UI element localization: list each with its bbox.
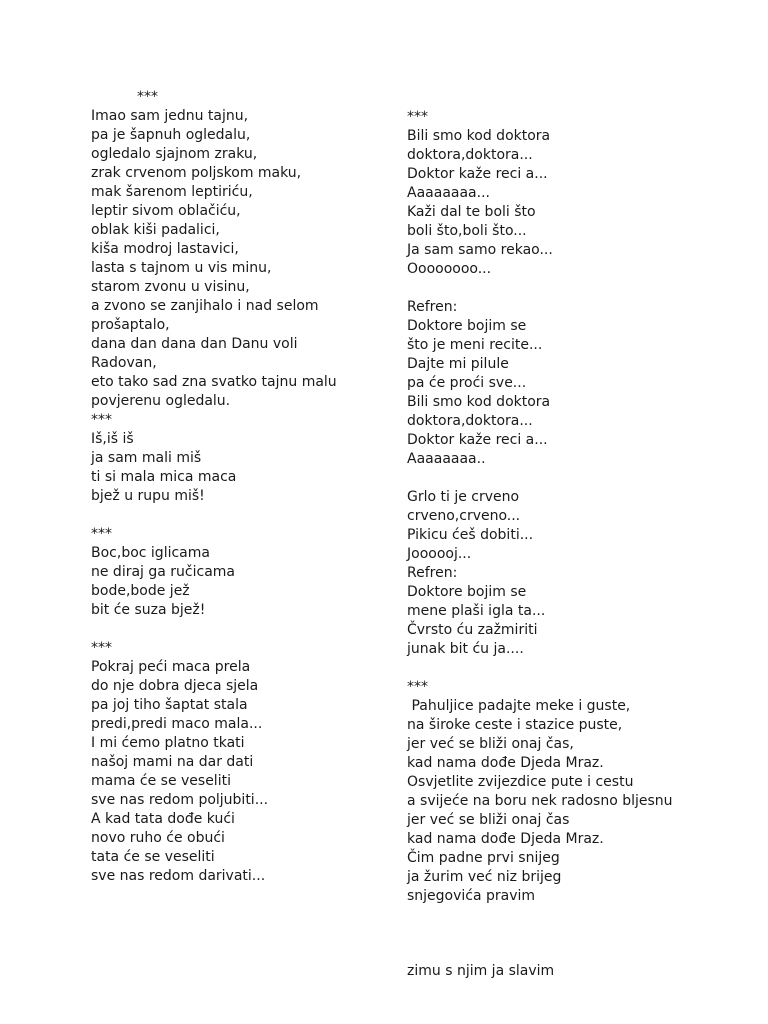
poem-line: kiša modroj lastavici, bbox=[91, 241, 239, 257]
poem-line: kad nama dođe Djeda Mraz. bbox=[407, 755, 604, 771]
poem-line: našoj mami na dar dati bbox=[91, 754, 254, 770]
poem-line: Dajte mi pilule bbox=[407, 356, 509, 372]
poem-line: Doktore bojim se bbox=[407, 318, 527, 334]
poem-line bbox=[407, 279, 673, 298]
poem-line: Pikicu ćeš dobiti... bbox=[407, 527, 534, 543]
poem-line: Doktore bojim se bbox=[407, 584, 527, 600]
poem-line: Pokraj peći maca prela bbox=[91, 659, 251, 675]
poem-line: tata će se veseliti bbox=[91, 849, 215, 865]
poem-line: a zvono se zanjihalo i nad selom bbox=[91, 298, 319, 314]
poem-line: Radovan, bbox=[91, 355, 157, 371]
poem-line: Joooooj... bbox=[407, 546, 472, 562]
poem-line: Refren: bbox=[407, 565, 458, 581]
poem-line: ne diraj ga ručicama bbox=[91, 564, 236, 580]
poem-line: I mi ćemo platno tkati bbox=[91, 735, 245, 751]
poem-line: Pahuljice padajte meke i guste, bbox=[407, 698, 631, 714]
poem-line: Aaaaaaaa.. bbox=[407, 451, 486, 467]
poem-line: bit će suza bjež! bbox=[91, 602, 206, 618]
poem-line: eto tako sad zna svatko tajnu malu bbox=[91, 374, 337, 390]
poem-line: Bili smo kod doktora bbox=[407, 394, 551, 410]
poem-line: Doktor kaže reci a... bbox=[407, 166, 548, 182]
poem-line: bjež u rupu miš! bbox=[91, 488, 205, 504]
poem-line: starom zvonu u visinu, bbox=[91, 279, 250, 295]
poem-line: sve nas redom darivati... bbox=[91, 868, 266, 884]
poem-line: *** bbox=[407, 679, 428, 695]
poem-line: *** bbox=[137, 89, 158, 105]
poem-line: Boc,boc iglicama bbox=[91, 545, 210, 561]
poem-line: *** bbox=[91, 640, 112, 656]
poem-line bbox=[91, 506, 337, 525]
poem-line: mama će se veseliti bbox=[91, 773, 231, 789]
poem-line: doktora,doktora... bbox=[407, 147, 533, 163]
poem-line: oblak kiši padalici, bbox=[91, 222, 220, 238]
poem-line: Oooooooo... bbox=[407, 261, 492, 277]
poem-line: do nje dobra djeca sjela bbox=[91, 678, 259, 694]
poem-line: mene plaši igla ta... bbox=[407, 603, 546, 619]
poem-line: Ja sam samo rekao... bbox=[407, 242, 553, 258]
poem-line: dana dan dana dan Danu voli bbox=[91, 336, 298, 352]
poem-line: A kad tata dođe kući bbox=[91, 811, 235, 827]
poem-line: doktora,doktora... bbox=[407, 413, 533, 429]
poem-line bbox=[91, 620, 337, 639]
poem-line: Osvjetlite zvijezdice pute i cestu bbox=[407, 774, 634, 790]
poem-line: sve nas redom poljubiti... bbox=[91, 792, 269, 808]
right-poem-column bbox=[407, 108, 673, 906]
poem-line: Bili smo kod doktora bbox=[407, 128, 551, 144]
poem-line: Grlo ti je crveno bbox=[407, 489, 520, 505]
poem-line: Doktor kaže reci a... bbox=[407, 432, 548, 448]
poem-line: Čvrsto ću zažmiriti bbox=[407, 622, 538, 638]
poem-line: Čim padne prvi snijeg bbox=[407, 850, 560, 866]
poem-line: pa će proći sve... bbox=[407, 375, 527, 391]
poem-line: ogledalo sjajnom zraku, bbox=[91, 146, 258, 162]
poem-final-line: zimu s njim ja slavim bbox=[407, 963, 555, 979]
poem-line: Iš,iš iš bbox=[91, 431, 134, 447]
poem-line: Aaaaaaaa... bbox=[407, 185, 490, 201]
poem-line: mak šarenom leptiriću, bbox=[91, 184, 253, 200]
poem-line: lasta s tajnom u vis minu, bbox=[91, 260, 272, 276]
poem-line: boli što,boli što... bbox=[407, 223, 527, 239]
poem-line: jer već se bliži onaj čas, bbox=[407, 736, 574, 752]
poem-line: Kaži dal te boli što bbox=[407, 204, 536, 220]
poem-line: junak bit ću ja.... bbox=[407, 641, 524, 657]
poem-line: Refren: bbox=[407, 299, 458, 315]
poem-line: na široke ceste i stazice puste, bbox=[407, 717, 623, 733]
poem-line: jer već se bliži onaj čas bbox=[407, 812, 570, 828]
poem-line: povjerenu ogledalu. bbox=[91, 393, 231, 409]
poem-line: prošaptalo, bbox=[91, 317, 170, 333]
poem-line: ja žurim već niz brijeg bbox=[407, 869, 562, 885]
poem-line bbox=[407, 469, 673, 488]
poem-line: ja sam mali miš bbox=[91, 450, 202, 466]
poem-line: kad nama dođe Djeda Mraz. bbox=[407, 831, 604, 847]
poem-line: pa je šapnuh ogledalu, bbox=[91, 127, 251, 143]
poem-line: ti si mala mica maca bbox=[91, 469, 237, 485]
poem-line: zrak crvenom poljskom maku, bbox=[91, 165, 302, 181]
poem-line: a svijeće na boru nek radosno bljesnu bbox=[407, 793, 673, 809]
poem-line: što je meni recite... bbox=[407, 337, 543, 353]
poem-line: bode,bode jež bbox=[91, 583, 190, 599]
poem-line: *** bbox=[91, 526, 112, 542]
poem-line: novo ruho će obući bbox=[91, 830, 225, 846]
poem-line bbox=[407, 659, 673, 678]
poem-line: Imao sam jednu tajnu, bbox=[91, 108, 249, 124]
poem-line: *** bbox=[91, 412, 112, 428]
left-poem-column bbox=[91, 88, 337, 886]
poem-line: snjegovića pravim bbox=[407, 888, 536, 904]
poem-line: *** bbox=[407, 109, 428, 125]
poem-line: pa joj tiho šaptat stala bbox=[91, 697, 248, 713]
poem-line: leptir sivom oblačiću, bbox=[91, 203, 241, 219]
poem-line: predi,predi maco mala... bbox=[91, 716, 263, 732]
poem-line: crveno,crveno... bbox=[407, 508, 521, 524]
